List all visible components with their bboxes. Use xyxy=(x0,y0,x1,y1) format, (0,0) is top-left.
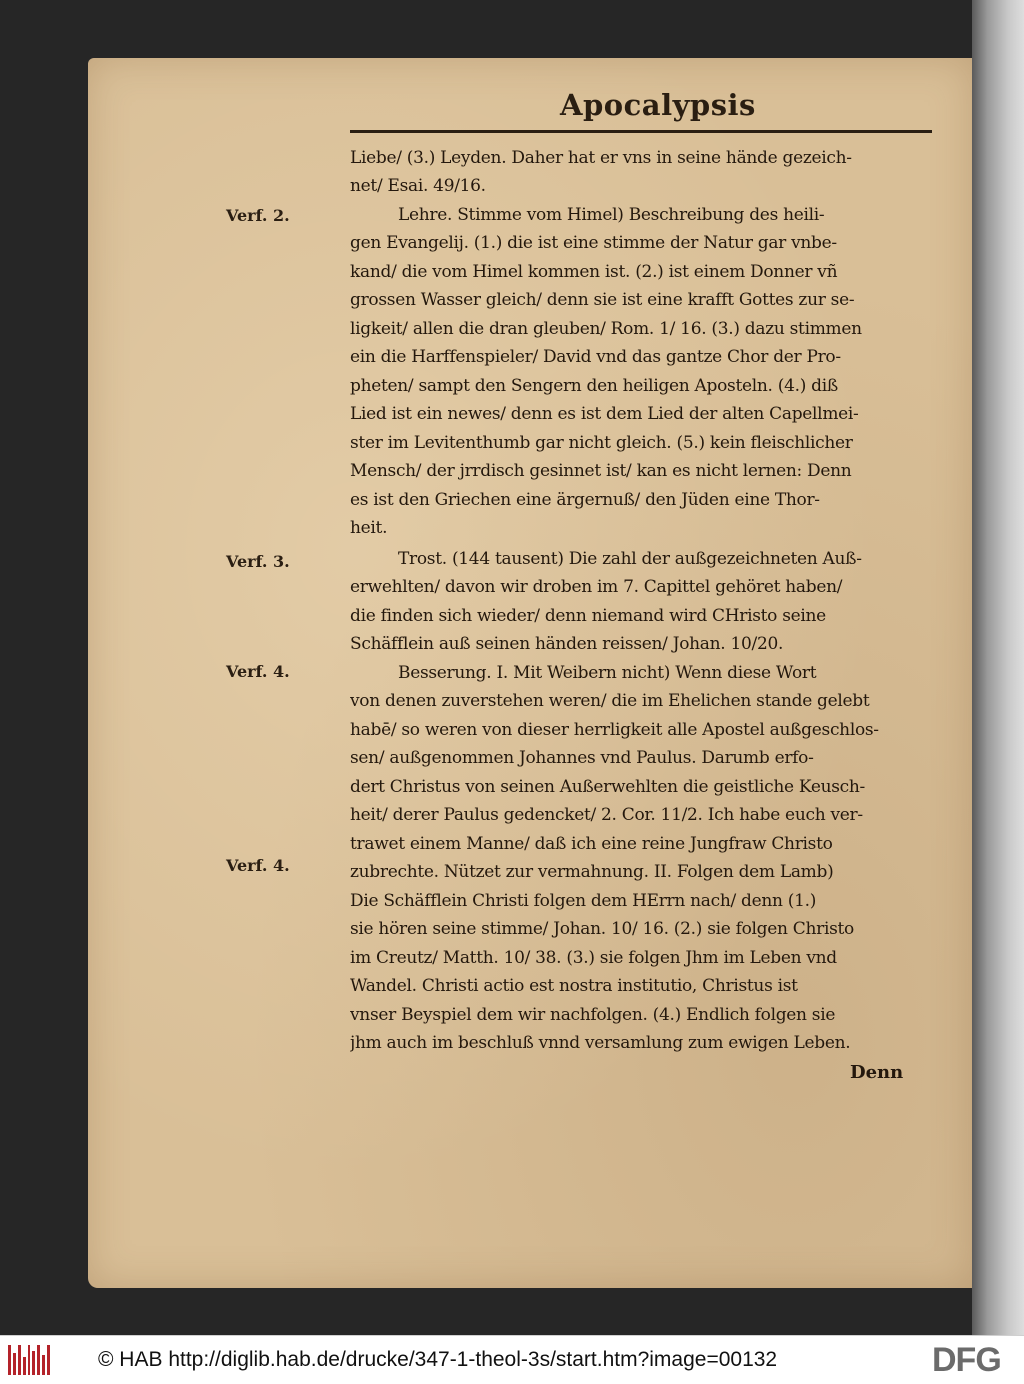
text-line: habē/ so weren von dieser herrligkeit alle Apostel außgeschlos- xyxy=(350,720,879,740)
margin-note: Verf. 3. xyxy=(226,552,290,571)
text-line: jhm auch im beschluß vnnd versamlung zum ewigen Leben. xyxy=(350,1033,851,1053)
text-line: kand/ die vom Himel kommen ist. (2.) ist einem Donner vñ xyxy=(350,262,838,282)
text-line: Besserung. I. Mit Weibern nicht) Wenn diese Wort xyxy=(398,663,817,683)
text-line: ligkeit/ allen die dran gleuben/ Rom. 1/ 16. (3.) dazu stimmen xyxy=(350,319,862,339)
text-line: trawet einem Manne/ daß ich eine reine Jungfraw Christo xyxy=(350,834,833,854)
text-line: von denen zuverstehen weren/ die im Ehelichen stande gelebt xyxy=(350,691,870,711)
text-line: erwehlten/ davon wir droben im 7. Capittel gehöret haben/ xyxy=(350,577,843,597)
text-line: Mensch/ der jrrdisch gesinnet ist/ kan es nicht lernen: Denn xyxy=(350,461,852,481)
text-line: Schäfflein auß seinen händen reissen/ Johan. 10/20. xyxy=(350,634,784,654)
text-line: gen Evangelij. (1.) die ist eine stimme der Natur gar vnbe- xyxy=(350,233,837,253)
text-line: die finden sich wieder/ denn niemand wird CHristo seine xyxy=(350,606,826,626)
dfg-logo[interactable]: DFG xyxy=(932,1341,1001,1379)
copyright-link[interactable]: © HAB http://diglib.hab.de/drucke/347-1-theol-3s/start.htm?image=00132 xyxy=(98,1348,778,1371)
running-head: Apocalypsis xyxy=(560,88,756,122)
margin-note: Verf. 4. xyxy=(226,662,290,681)
viewer-footer xyxy=(0,1335,1024,1384)
text-line: vnser Beyspiel dem wir nachfolgen. (4.) Endlich folgen sie xyxy=(350,1005,836,1025)
text-line: heit/ derer Paulus gedencket/ 2. Cor. 11/2. Ich habe euch ver- xyxy=(350,805,863,825)
head-rule xyxy=(350,130,932,133)
text-line: Die Schäfflein Christi folgen dem HErrn nach/ denn (1.) xyxy=(350,891,817,911)
text-line: ein die Harffenspieler/ David vnd das gantze Chor der Pro- xyxy=(350,347,841,367)
text-line: Liebe/ (3.) Leyden. Daher hat er vns in seine hände gezeich- xyxy=(350,148,852,168)
text-line: Trost. (144 tausent) Die zahl der außgezeichneten Auß- xyxy=(398,549,862,569)
text-line: heit. xyxy=(350,518,388,538)
text-line: net/ Esai. 49/16. xyxy=(350,176,486,196)
text-line: ster im Levitenthumb gar nicht gleich. (5.) kein fleischlicher xyxy=(350,433,853,453)
text-line: sen/ außgenommen Johannes vnd Paulus. Darumb erfo- xyxy=(350,748,814,768)
barcode-logo-icon[interactable] xyxy=(8,1345,50,1375)
text-line: pheten/ sampt den Sengern den heiligen Aposteln. (4.) diß xyxy=(350,376,838,396)
margin-note: Verf. 4. xyxy=(226,856,290,875)
text-line: im Creutz/ Matth. 10/ 38. (3.) sie folgen Jhm im Leben vnd xyxy=(350,948,837,968)
text-line: sie hören seine stimme/ Johan. 10/ 16. (2.) sie folgen Christo xyxy=(350,919,854,939)
catchword: Denn xyxy=(850,1062,904,1083)
text-line: es ist den Griechen eine ärgernuß/ den Jüden eine Thor- xyxy=(350,490,820,510)
text-line: dert Christus von seinen Außerwehlten die geistliche Keusch- xyxy=(350,777,865,797)
neighbor-page-edge xyxy=(972,0,1024,1335)
text-line: grossen Wasser gleich/ denn sie ist eine krafft Gottes zur se- xyxy=(350,290,855,310)
margin-note: Verf. 2. xyxy=(226,206,290,225)
text-line: Lehre. Stimme vom Himel) Beschreibung des heili- xyxy=(398,205,825,225)
text-line: Wandel. Christi actio est nostra institutio, Christus ist xyxy=(350,976,798,996)
text-line: Lied ist ein newes/ denn es ist dem Lied der alten Capellmei- xyxy=(350,404,859,424)
text-line: zubrechte. Nützet zur vermahnung. II. Folgen dem Lamb) xyxy=(350,862,834,882)
